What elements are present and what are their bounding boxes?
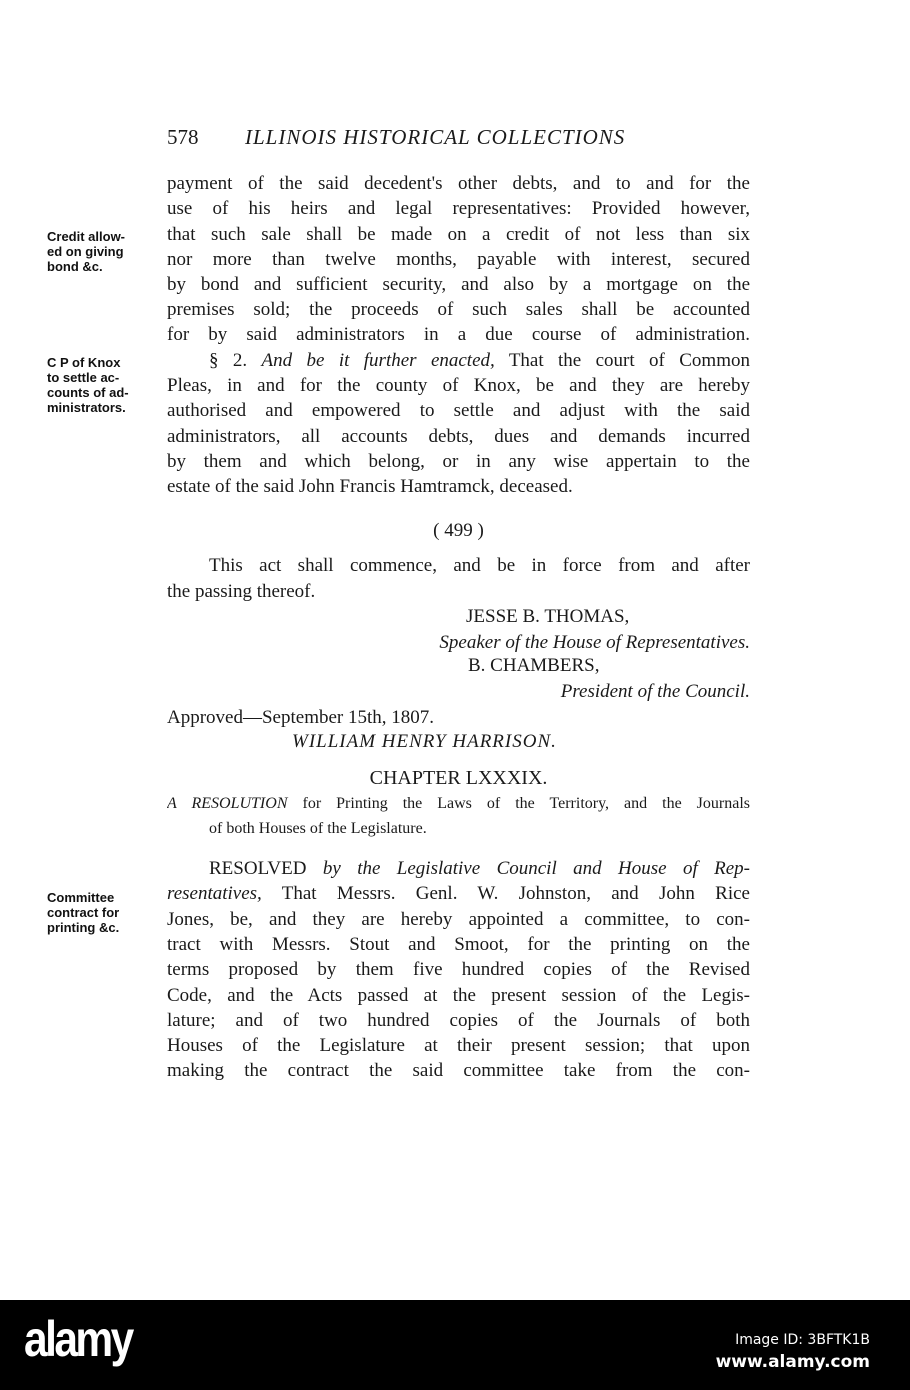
page-number: 578 (167, 125, 199, 149)
resolution-label: A RESOLUTION (167, 795, 288, 812)
enacting-clause: And be it further enacted, (261, 350, 495, 371)
margin-note-line: ministrators. (47, 400, 126, 415)
text-line: the passing thereof. (167, 581, 316, 602)
text-span: by the Legislative Council and House of Rep- (322, 858, 750, 879)
text-line: tract with Messrs. Stout and Smoot, for the printing on the (167, 934, 750, 955)
text-line: Code, and the Acts passed at the present session of the Legis- (167, 985, 750, 1006)
text-line: for by said administrators in a due course of administration. (167, 324, 750, 345)
text-line: This act shall commence, and be in force from and after (209, 555, 750, 576)
image-id: Image ID: 3BFTK1B (735, 1332, 870, 1348)
text-line: by them and which belong, or in any wise appertain to the (167, 451, 750, 472)
text-line: administrators, all accounts debts, dues and demands incurred (167, 426, 750, 447)
text-span: for Printing the Laws of the Territory, and the Journals (302, 795, 750, 812)
president-name: B. CHAMBERS, (468, 655, 600, 676)
margin-note-line: Committee (47, 890, 115, 905)
text-span: resentatives, (167, 883, 262, 904)
margin-note-line: ed on giving (47, 244, 124, 259)
text-line: estate of the said John Francis Hamtramck, deceased. (167, 476, 573, 497)
text-line: nor more than twelve months, payable with interest, secured (167, 249, 750, 270)
text-line: terms proposed by them five hundred copies of the Revised (167, 959, 750, 980)
text-line (209, 857, 750, 881)
text-line: lature; and of two hundred copies of the Journals of both (167, 1010, 750, 1031)
speaker-name: JESSE B. THOMAS, (466, 606, 630, 627)
president-title: President of the Council. (560, 681, 750, 702)
act-number: ( 499 ) (433, 520, 484, 541)
text-line: by bond and sufficient security, and also by a mortgage on the (167, 274, 750, 295)
text-line: making the contract the said committee take from the con- (167, 1060, 750, 1081)
text-line: authorised and empowered to settle and adjust with the said (167, 400, 750, 421)
watermark-bar (0, 1300, 910, 1390)
chapter-title: CHAPTER LXXXIX. (369, 767, 548, 789)
text-line: Houses of the Legislature at their present session; that upon (167, 1035, 750, 1056)
margin-note-line: Credit allow- (47, 229, 126, 244)
margin-note-line: bond &c. (47, 259, 103, 274)
watermark-url: www.alamy.com (715, 1352, 870, 1372)
approval-date: Approved—September 15th, 1807. (167, 707, 435, 728)
text-span: That Messrs. Genl. W. Johnston, and John Rice (281, 883, 750, 904)
text-line: premises sold; the proceeds of such sales shall be accounted (167, 299, 750, 320)
margin-note-line: counts of ad- (47, 385, 129, 400)
margin-note-line: printing &c. (47, 920, 120, 935)
text-span: That the court of Common (508, 350, 750, 371)
section-sign: § 2. (209, 350, 248, 371)
margin-note-line: C P of Knox (47, 355, 121, 370)
text-line (167, 882, 750, 906)
text-line (209, 349, 750, 373)
chapter-subtitle-line-2: of both Houses of the Legislature. (209, 820, 427, 837)
text-line: Jones, be, and they are hereby appointed a committee, to con- (167, 909, 750, 930)
alamy-logo: alamy (24, 1311, 132, 1367)
text-span: RESOLVED (209, 858, 307, 879)
text-line: use of his heirs and legal representatives: Provided however, (167, 198, 750, 219)
speaker-title: Speaker of the House of Representatives. (439, 632, 750, 653)
governor-name: WILLIAM HENRY HARRISON. (292, 731, 557, 752)
text-line: that such sale shall be made on a credit of not less than six (167, 224, 750, 245)
text-line: Pleas, in and for the county of Knox, be and they are hereby (167, 375, 750, 396)
text-line: payment of the said decedent's other debts, and to and for the (167, 173, 750, 194)
margin-note-line: contract for (47, 905, 120, 920)
chapter-subtitle (167, 792, 750, 816)
running-title: ILLINOIS HISTORICAL COLLECTIONS (245, 125, 626, 149)
margin-note-line: to settle ac- (47, 370, 120, 385)
